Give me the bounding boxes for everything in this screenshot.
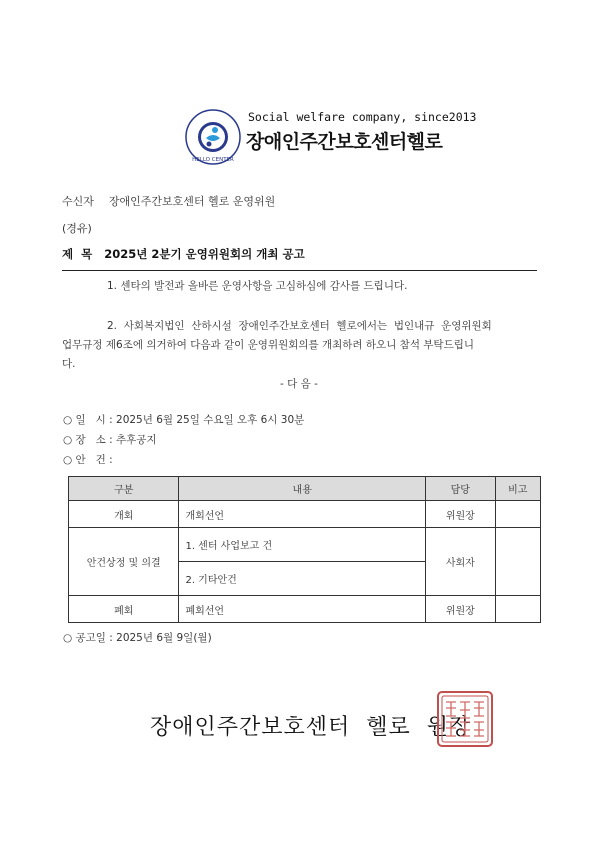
- cell-content: 1. 센터 사업보고 건: [179, 528, 426, 562]
- table-row: [69, 596, 541, 623]
- cell-owner: 위원장: [425, 596, 495, 623]
- cell-note: [495, 501, 540, 528]
- recipient-value: 장애인주간보호센터 헬로 운영위원: [108, 195, 276, 208]
- table-row: [69, 501, 541, 528]
- table-header-row: [69, 477, 541, 501]
- paragraph-2-line-1: 2. 사회복지법인 산하시설 장애인주간보호센터 헬로에서는 법인내규 운영위원회: [107, 320, 492, 332]
- logo-ring-text: HELLO CENTER: [192, 157, 234, 163]
- cell-category: 개회: [69, 501, 179, 528]
- center-logo: [184, 108, 242, 166]
- subject-label: 제 목: [62, 247, 93, 261]
- slogan-text: Social welfare company, since2013: [248, 110, 477, 124]
- via-text: (경유): [62, 222, 92, 235]
- paragraph-2-line-3: 다.: [62, 358, 76, 370]
- cell-category: 안건상정 및 의결: [69, 528, 179, 596]
- header-content: 내용: [179, 477, 426, 501]
- org-name: 장애인주간보호센터헬로: [246, 131, 443, 153]
- cell-note: [495, 528, 540, 596]
- recipient-label: 수신자: [62, 195, 94, 208]
- paragraph-1: 1. 센타의 발전과 올바른 운영사항을 고심하심에 감사를 드립니다.: [107, 280, 408, 292]
- table-row: [69, 528, 541, 562]
- notice-divider: - 다 음 -: [280, 378, 318, 390]
- paragraph-2-line-2: 업무규정 제6조에 의거하여 다음과 같이 운영위원회의를 개최하려 하오니 참석 부탁드립니: [62, 339, 475, 351]
- header-category: 구분: [69, 477, 179, 501]
- announce-date: ○ 공고일 : 2025년 6월 9일(월): [63, 632, 212, 644]
- cell-owner: 위원장: [425, 501, 495, 528]
- official-seal: [436, 690, 494, 748]
- header-note: 비고: [495, 477, 540, 501]
- datetime-row: ○ 일 시 : 2025년 6월 25일 수요일 오후 6시 30분: [63, 414, 305, 426]
- agenda-row: ○ 안 건 :: [63, 454, 113, 466]
- subject-value: 2025년 2분기 운영위원회의 개최 공고: [104, 247, 305, 261]
- cell-note: [495, 596, 540, 623]
- schedule-table: [68, 476, 541, 623]
- signature-text: 장애인주간보호센터 헬로 원장: [150, 715, 472, 740]
- subject-row: [62, 246, 305, 262]
- header-owner: 담당: [425, 477, 495, 501]
- cell-owner: 사회자: [425, 528, 495, 596]
- cell-category: 폐회: [69, 596, 179, 623]
- recipient-row: [62, 193, 275, 209]
- cell-content: 폐회선언: [179, 596, 426, 623]
- place-row: ○ 장 소 : 추후공지: [63, 434, 157, 446]
- cell-content: 2. 기타안건: [179, 562, 426, 596]
- cell-content: 개회선언: [179, 501, 426, 528]
- subject-divider: [62, 270, 537, 271]
